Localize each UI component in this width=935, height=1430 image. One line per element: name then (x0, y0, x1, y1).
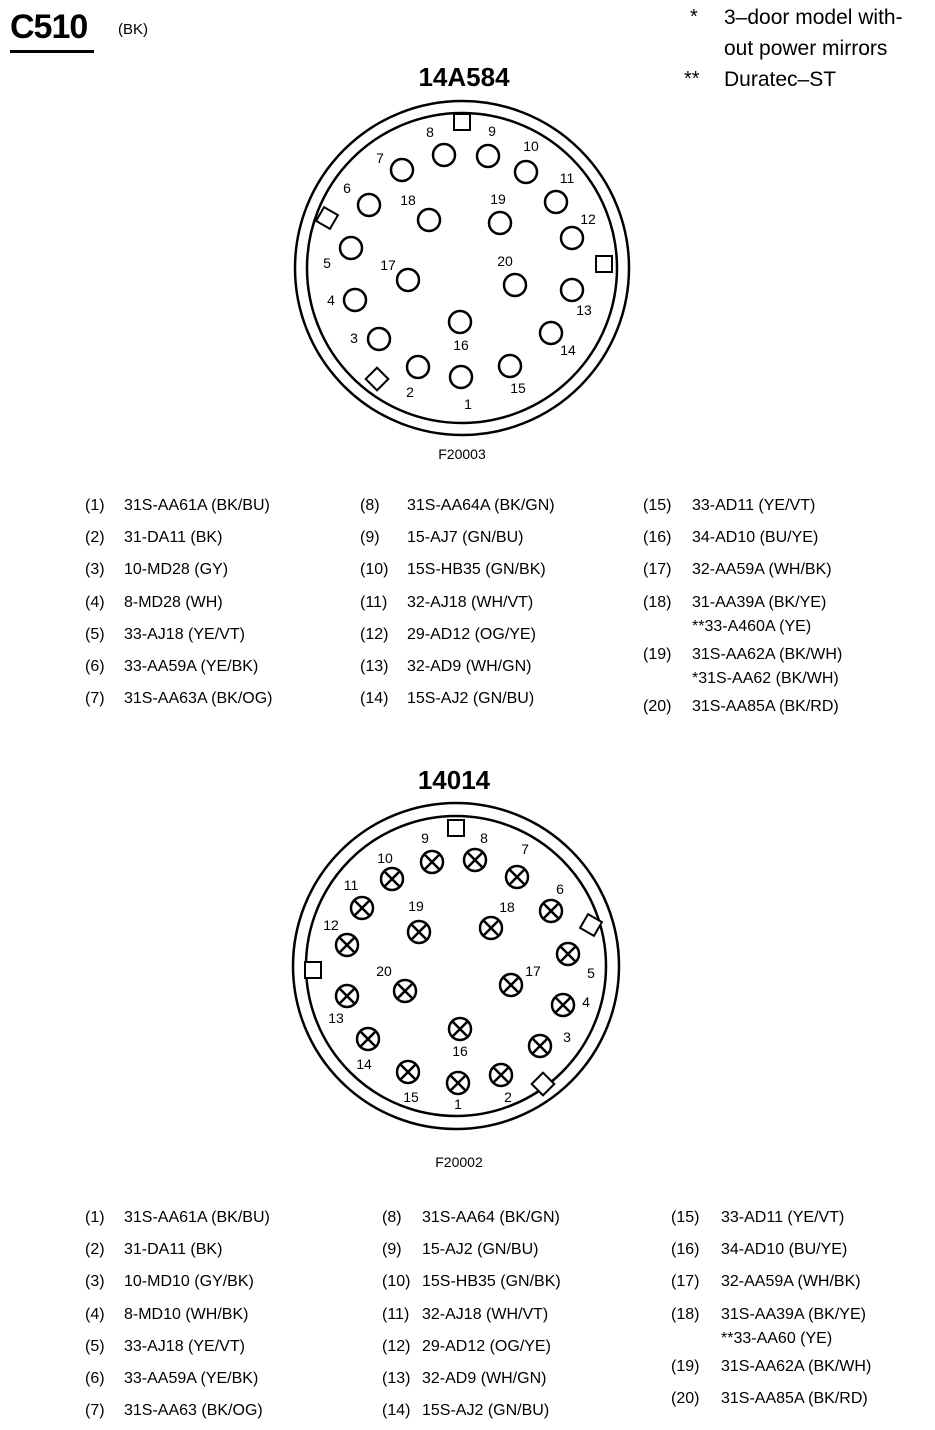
pin-number: (14) (382, 1402, 411, 1420)
pin-number: (4) (85, 593, 105, 611)
connector-2-pin-label: 19 (408, 898, 424, 914)
pin-row (360, 558, 546, 582)
pin-wire-code: 31S-AA62A (BK/WH) *31S-AA62 (BK/WH) (692, 645, 843, 687)
pin-row (85, 655, 258, 679)
pin-number: (17) (643, 561, 672, 579)
pin-row (382, 1367, 546, 1391)
pin-wire-code: 33-AJ18 (YE/VT) (124, 625, 245, 643)
pin-row (360, 494, 555, 518)
pin-number: (19) (643, 645, 672, 663)
pin-wire-code: 29-AD12 (OG/YE) (407, 625, 536, 643)
connector-2-pin-label: 17 (525, 963, 541, 979)
connector-1-pin-cavity (418, 209, 440, 231)
pin-number: (2) (85, 529, 105, 547)
connector-1-pin-cavity (449, 311, 471, 333)
pin-row (671, 1387, 868, 1411)
connector-1-pin-label: 19 (490, 191, 506, 207)
pin-row (671, 1206, 844, 1230)
connector-2-pin-label: 8 (480, 830, 488, 846)
pin-row (382, 1206, 560, 1230)
connector-1-pin-cavity (489, 212, 511, 234)
pin-row (360, 526, 523, 550)
connector-2-pin-label: 3 (563, 1029, 571, 1045)
pin-row (671, 1355, 871, 1379)
connector-1-pin-label: 13 (576, 302, 592, 318)
pin-row (85, 526, 222, 550)
connector-1-pin-label: 11 (559, 170, 575, 186)
connector-2-pin-label: 5 (587, 965, 595, 981)
pin-row (360, 687, 534, 711)
pin-wire-code: 31-AA39A (BK/YE) **33-A460A (YE) (692, 593, 827, 635)
connector-2-pin-label: 12 (323, 917, 339, 933)
connector-1-part-number: 14A584 (418, 62, 510, 92)
connector-2-pin-label: 11 (343, 877, 359, 893)
connector-1-pin-label: 10 (523, 138, 539, 154)
pin-number: (16) (671, 1241, 700, 1259)
pin-wire-code: 33-AD11 (YE/VT) (692, 497, 816, 514)
pin-number: (15) (643, 497, 672, 514)
connector-1-pin-label: 4 (327, 292, 335, 308)
connector-2-pin-label: 4 (582, 994, 590, 1010)
connector-1-pin-label: 12 (580, 211, 596, 227)
pin-number: (6) (85, 658, 105, 675)
pin-wire-code: 34-AD10 (BU/YE) (692, 529, 819, 547)
pin-wire-code: 8-MD10 (WH/BK) (124, 1305, 249, 1323)
pin-wire-code: 32-AJ18 (WH/VT) (422, 1305, 549, 1323)
pin-wire-code: 15S-AJ2 (GN/BU) (407, 690, 535, 708)
pin-number: (11) (360, 593, 388, 611)
pin-wire-code: 33-AJ18 (YE/VT) (124, 1337, 245, 1355)
connector-2-figure-id: F20002 (435, 1154, 483, 1170)
pin-row (360, 591, 533, 615)
connector-2-pin-label: 15 (403, 1089, 419, 1105)
keying-notch (305, 962, 321, 978)
pin-wire-code: 31S-AA62A (BK/WH) (721, 1357, 872, 1375)
pin-row (643, 526, 818, 550)
pin-number: (14) (360, 690, 389, 708)
connector-1-pin-cavity (561, 227, 583, 249)
note-line: out power mirrors (724, 37, 888, 60)
pin-wire-code: 33-AA59A (YE/BK) (124, 658, 259, 675)
connector-2-pin-label: 7 (521, 841, 529, 857)
connector-1-pin-label: 16 (453, 337, 469, 353)
pin-row (85, 591, 223, 615)
connector-1-pin-label: 14 (560, 342, 576, 358)
pin-number: (7) (85, 690, 105, 708)
pin-row (360, 655, 531, 679)
pin-row (85, 1335, 245, 1359)
pin-wire-code: 31S-AA63 (BK/OG) (124, 1402, 263, 1420)
pin-wire-code: 31S-AA85A (BK/RD) (692, 697, 839, 715)
pin-wire-code: 31S-AA61A (BK/BU) (124, 497, 270, 514)
note-text-duratec: Duratec–ST (724, 68, 837, 91)
pin-wire-code: 10-MD10 (GY/BK) (124, 1273, 254, 1291)
pin-row (382, 1238, 538, 1262)
connector-1-pin-cavity (344, 289, 366, 311)
pin-row (85, 1367, 258, 1391)
connector-1-pin-cavity (433, 144, 455, 166)
connector-1-pin-label: 9 (488, 123, 496, 139)
connector-2-part-number: 14014 (417, 765, 491, 795)
pin-number: (15) (671, 1209, 700, 1226)
pin-wire-code: 32-AA59A (WH/BK) (692, 561, 832, 579)
connector-2-pin-label: 14 (356, 1056, 372, 1072)
pin-wire-code: 15S-HB35 (GN/BK) (422, 1273, 561, 1291)
pin-number: (8) (382, 1209, 402, 1226)
note-line: 3–door model with- (724, 6, 903, 29)
connector-1-pin-label: 20 (497, 253, 513, 269)
connector-1-pin-label: 17 (380, 257, 396, 273)
pin-row (85, 1206, 270, 1230)
connector-1-pin-label: 1 (464, 396, 472, 412)
pin-number: (7) (85, 1402, 105, 1420)
pin-row (85, 1303, 248, 1327)
connector-2-pin-label: 10 (377, 850, 393, 866)
connector-1-pin-cavity (545, 191, 567, 213)
connector-1-pin-label: 6 (343, 180, 351, 196)
pin-wire-code: 31S-AA63A (BK/OG) (124, 690, 273, 708)
pin-row (85, 1238, 222, 1262)
connector-1-pin-cavity (340, 237, 362, 259)
pin-row (382, 1399, 549, 1423)
note-mark-single-star: * (690, 6, 698, 28)
pin-number: (10) (382, 1273, 411, 1291)
connector-1-pin-label: 8 (426, 124, 434, 140)
pin-number: (9) (382, 1241, 402, 1259)
pin-row (85, 1399, 263, 1423)
pin-wire-code: 32-AD9 (WH/GN) (422, 1370, 547, 1387)
pin-row (643, 558, 832, 582)
pin-wire-code: 33-AD11 (YE/VT) (721, 1209, 845, 1226)
pin-number: (13) (382, 1370, 411, 1387)
connector-1-figure-id: F20003 (438, 446, 486, 462)
connector-1-pin-cavity (391, 159, 413, 181)
connector-2-pin-label: 9 (421, 830, 429, 846)
pin-wire-code: 15S-HB35 (GN/BK) (407, 561, 546, 579)
pin-number: (13) (360, 658, 389, 675)
connector-2-pin-label: 13 (328, 1010, 344, 1026)
pin-wire-code: 31S-AA85A (BK/RD) (721, 1389, 868, 1407)
pin-number: (5) (85, 1337, 105, 1355)
pin-row (360, 623, 536, 647)
connector-2-pin-label: 2 (504, 1089, 512, 1105)
pin-row (671, 1238, 847, 1262)
pin-number: (3) (85, 1273, 105, 1291)
pin-wire-code: 31-DA11 (BK) (124, 529, 223, 547)
pin-row (85, 1270, 254, 1294)
pin-number: (5) (85, 625, 105, 643)
pin-wire-code: 31S-AA64 (BK/GN) (422, 1209, 560, 1226)
pin-wire-code: 34-AD10 (BU/YE) (721, 1241, 848, 1259)
connector-1-pin-cavity (397, 269, 419, 291)
keying-notch (448, 820, 464, 836)
pin-row (643, 695, 839, 719)
connector-2-pin-label: 20 (376, 963, 392, 979)
pin-number: (3) (85, 561, 105, 579)
pin-wire-code: 33-AA59A (YE/BK) (124, 1370, 259, 1387)
connector-1-pin-cavity (477, 145, 499, 167)
pin-number: (2) (85, 1241, 105, 1259)
keying-notch (366, 368, 389, 391)
pin-number: (17) (671, 1273, 700, 1291)
pin-number: (1) (85, 1209, 105, 1226)
connector-1-pin-label: 15 (510, 380, 526, 396)
pin-wire-code: 10-MD28 (GY) (124, 561, 229, 579)
pin-number: (20) (643, 697, 672, 715)
pin-wire-code: 15-AJ7 (GN/BU) (407, 529, 524, 547)
connector-1-pin-label: 5 (323, 255, 331, 271)
pin-wire-code: 29-AD12 (OG/YE) (422, 1337, 551, 1355)
keying-notch (454, 114, 470, 130)
pin-wire-code: 31S-AA61A (BK/BU) (124, 1209, 270, 1226)
pin-row (382, 1270, 561, 1294)
connector-1-pin-cavity (358, 194, 380, 216)
pin-number: (18) (671, 1305, 700, 1323)
pin-number: (8) (360, 497, 380, 514)
pin-row (643, 643, 842, 691)
connector-1-pin-label: 2 (406, 384, 414, 400)
connector-2-pin-label: 16 (452, 1043, 468, 1059)
connector-color-code: (BK) (118, 21, 148, 38)
connector-id-title: C510 (10, 8, 88, 46)
pin-wire-code: 32-AJ18 (WH/VT) (407, 593, 534, 611)
connector-1-pin-cavity (368, 328, 390, 350)
connector-1-pin-cavity (499, 355, 521, 377)
connector-1-pin-cavity (540, 322, 562, 344)
pin-wire-code: 15-AJ2 (GN/BU) (422, 1241, 539, 1259)
pin-number: (20) (671, 1389, 700, 1407)
pin-row (382, 1303, 548, 1327)
pin-number: (10) (360, 561, 389, 579)
pin-number: (19) (671, 1357, 700, 1375)
pin-row (643, 494, 815, 518)
connector-2-pin-label: 6 (556, 881, 564, 897)
pin-row (85, 687, 273, 711)
pin-number: (18) (643, 593, 672, 611)
pin-number: (9) (360, 529, 380, 547)
connector-1-pin-label: 18 (400, 192, 416, 208)
pin-wire-code: 31S-AA39A (BK/YE) **33-AA60 (YE) (721, 1305, 866, 1347)
pin-number: (6) (85, 1370, 105, 1387)
pin-row (671, 1303, 866, 1351)
pin-wire-code: 32-AD9 (WH/GN) (407, 658, 532, 675)
pin-wire-code: 15S-AJ2 (GN/BU) (422, 1402, 550, 1420)
connector-1-pin-cavity (504, 274, 526, 296)
pin-number: (4) (85, 1305, 105, 1323)
pin-row (85, 494, 270, 518)
pin-row (382, 1335, 551, 1359)
pin-number: (1) (85, 497, 105, 514)
pin-wire-code: 8-MD28 (WH) (124, 593, 223, 611)
pin-row (671, 1270, 861, 1294)
connector-2-pin-label: 1 (454, 1096, 462, 1112)
keying-notch (532, 1073, 555, 1096)
connector-1-pin-label: 3 (350, 330, 358, 346)
pin-number: (12) (382, 1337, 411, 1355)
connector-1-pin-cavity (515, 161, 537, 183)
connector-2-pin-label: 18 (499, 899, 515, 915)
connector-1-pin-cavity (407, 356, 429, 378)
pin-row (643, 591, 826, 639)
connector-1-pin-label: 7 (376, 150, 384, 166)
pin-wire-code: 31-DA11 (BK) (124, 1241, 223, 1259)
pin-number: (11) (382, 1305, 410, 1323)
pin-number: (12) (360, 625, 389, 643)
note-mark-double-star: ** (684, 68, 700, 90)
pin-wire-code: 32-AA59A (WH/BK) (721, 1273, 861, 1291)
pin-row (85, 623, 245, 647)
pin-row (85, 558, 228, 582)
connector-1-pin-cavity (450, 366, 472, 388)
connector-1-pin-cavity (561, 279, 583, 301)
pin-number: (16) (643, 529, 672, 547)
pin-wire-code: 31S-AA64A (BK/GN) (407, 497, 555, 514)
keying-notch (596, 256, 612, 272)
